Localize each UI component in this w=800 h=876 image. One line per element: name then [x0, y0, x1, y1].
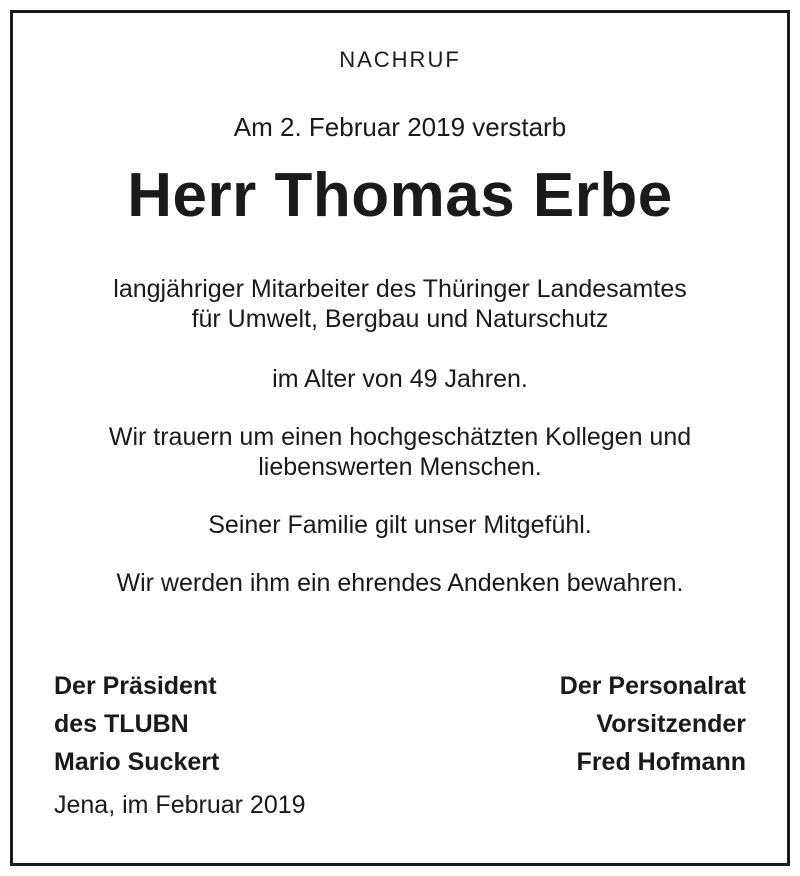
notice-heading: NACHRUF — [339, 47, 461, 72]
mourning-statement — [0, 422, 800, 482]
signature-left-org: des TLUBN — [54, 710, 189, 738]
role-line-2: für Umwelt, Bergbau und Naturschutz — [191, 305, 609, 333]
mourning-line-1: Wir trauern um einen hochgeschätzten Kollegen und — [108, 423, 692, 451]
sympathy-line: Seiner Familie gilt unser Mitgefühl. — [208, 511, 592, 539]
signature-president — [54, 667, 219, 781]
role-line-1: langjähriger Mitarbeiter des Thüringer Landesamtes — [113, 275, 687, 303]
signature-staff-council — [560, 667, 746, 781]
role-description — [0, 274, 800, 334]
signature-left-name: Mario Suckert — [54, 748, 220, 776]
signature-right-title: Der Personalrat — [559, 672, 746, 700]
death-date-line: Am 2. Februar 2019 verstarb — [233, 112, 567, 142]
signature-right-role: Vorsitzender — [596, 710, 746, 738]
deceased-name: Herr Thomas Erbe — [127, 161, 673, 230]
age-line: im Alter von 49 Jahren. — [272, 365, 528, 393]
place-date: Jena, im Februar 2019 — [54, 791, 306, 819]
signature-right-name: Fred Hofmann — [576, 748, 746, 776]
remembrance-line: Wir werden ihm ein ehrendes Andenken bewahren. — [116, 569, 684, 597]
mourning-line-2: liebenswerten Menschen. — [258, 453, 542, 481]
signature-left-title: Der Präsident — [54, 672, 217, 700]
